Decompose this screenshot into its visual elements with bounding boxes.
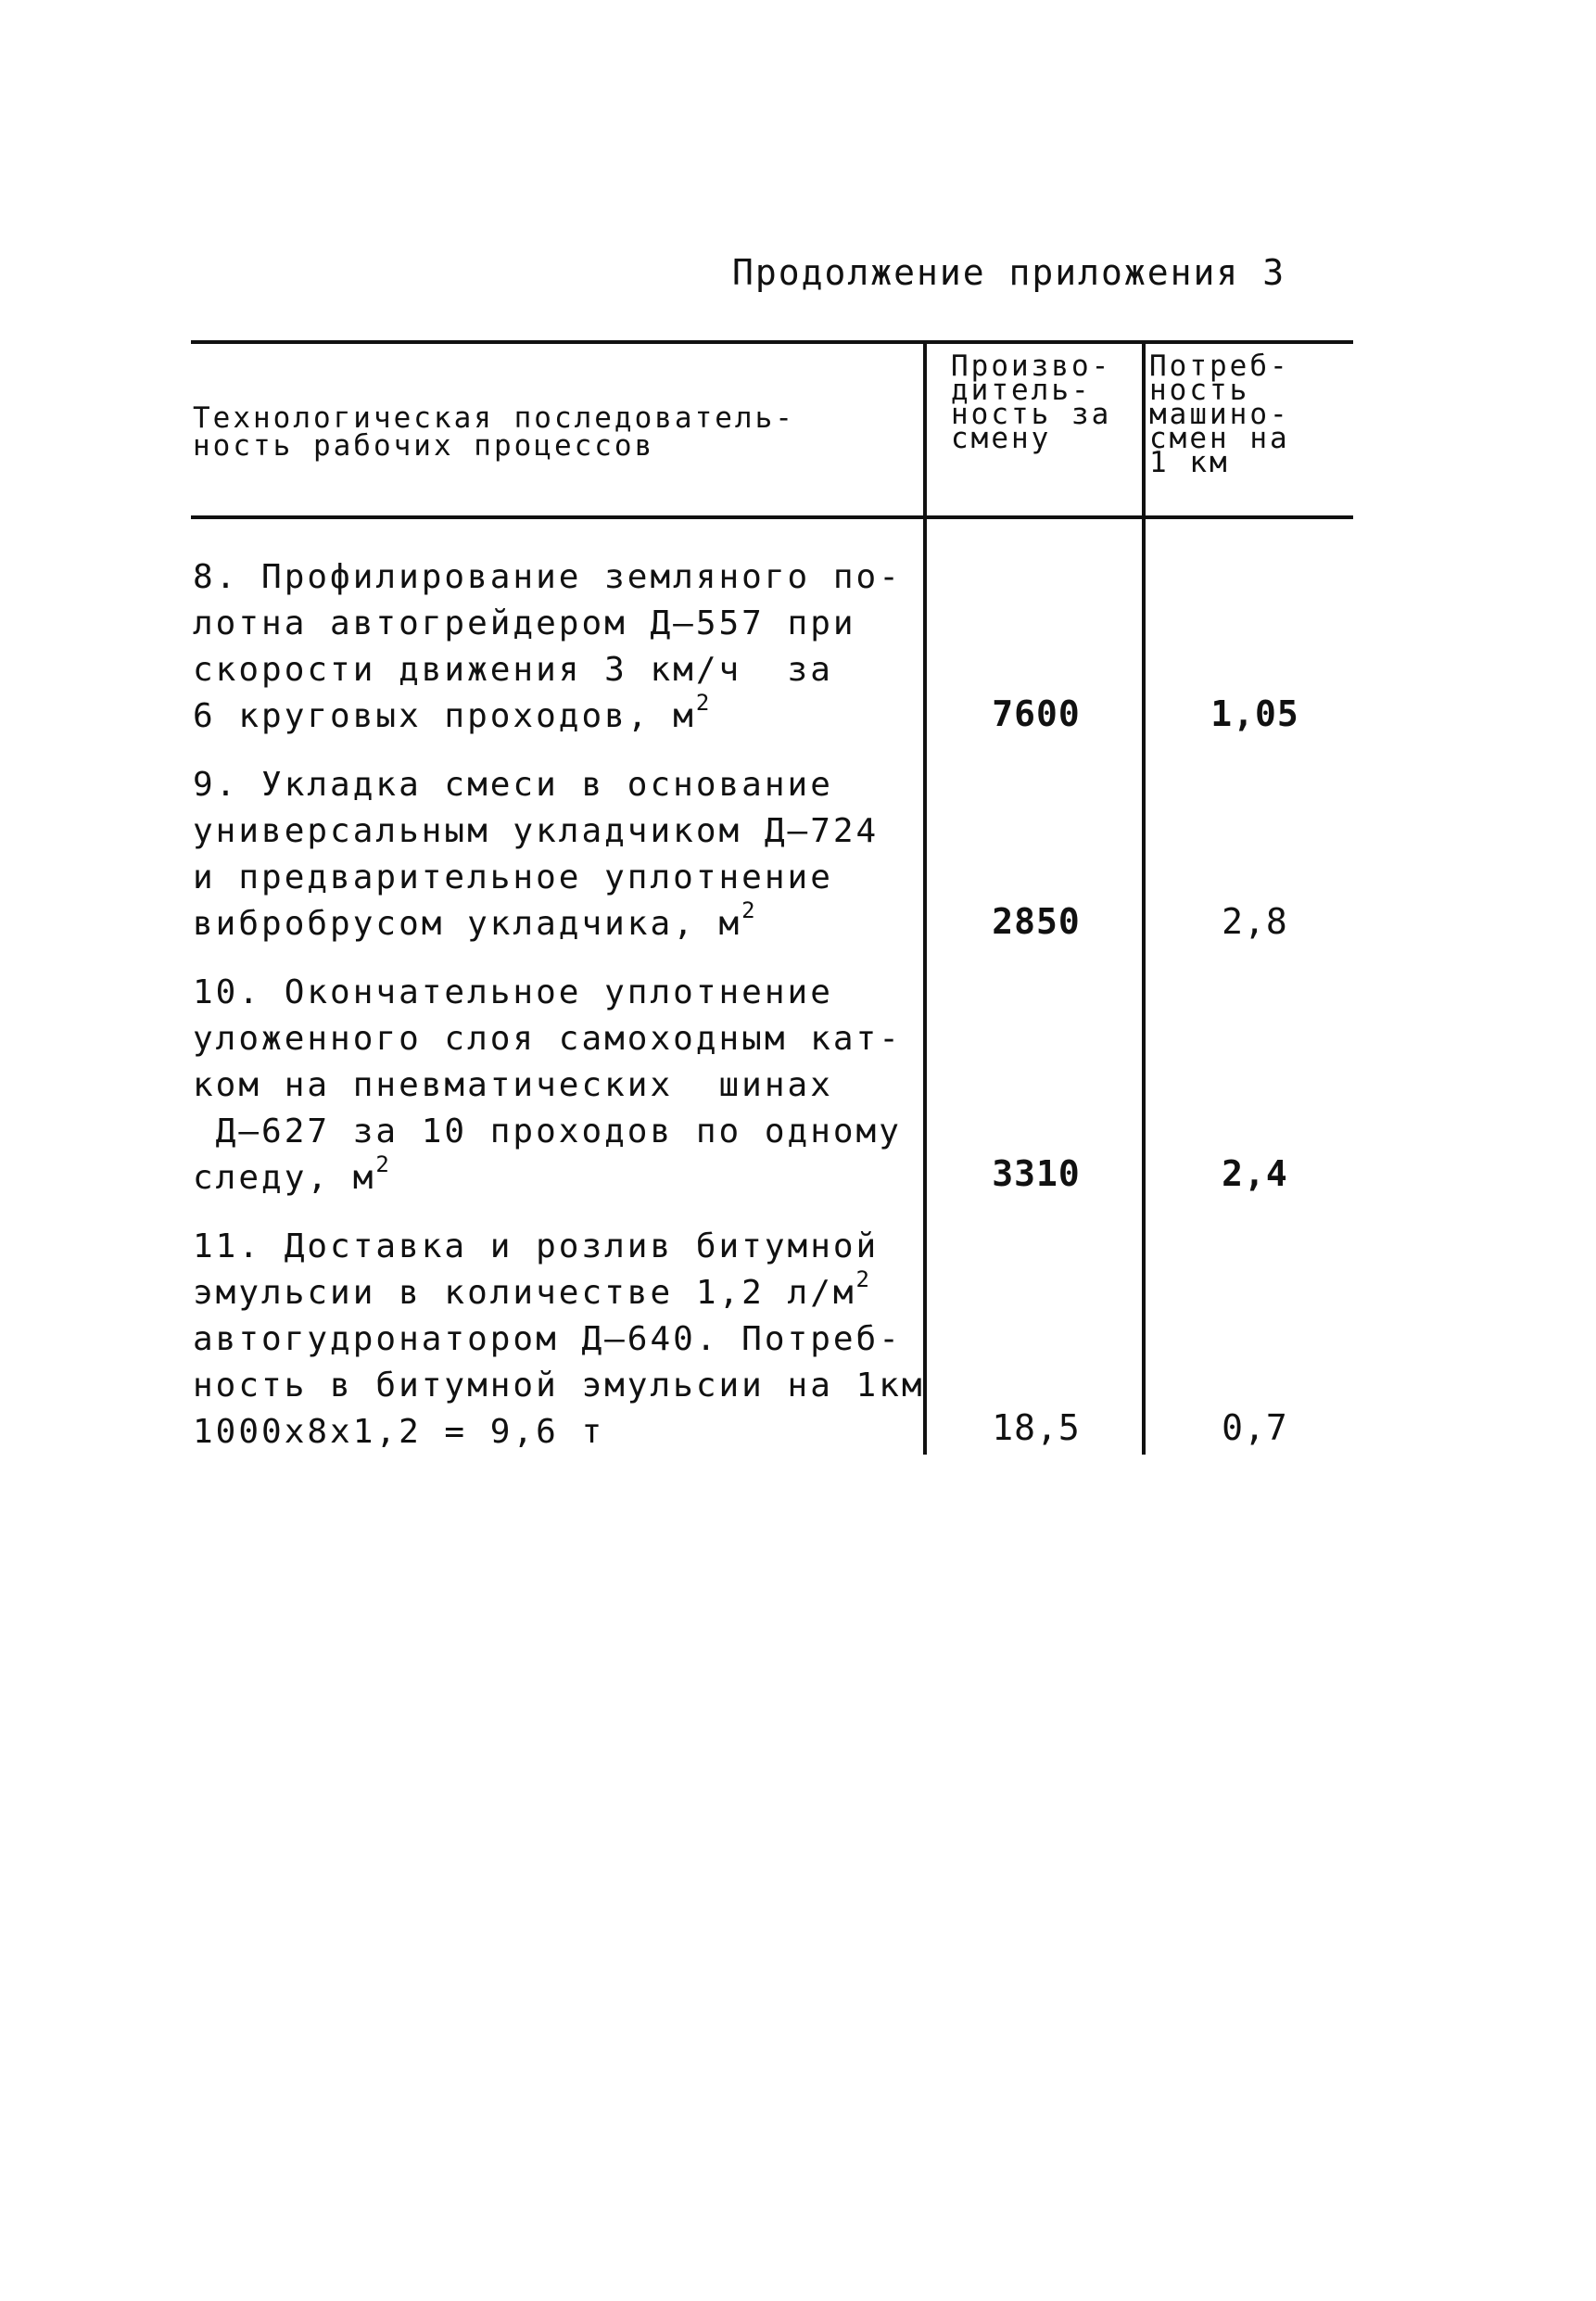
row-11-unit-superscript: 2 xyxy=(855,1266,872,1292)
row-10-productivity: 3310 xyxy=(992,1153,1081,1194)
row-11-line-3: автогудронатором Д–640. Потреб- xyxy=(193,1320,902,1358)
row-9-productivity: 2850 xyxy=(992,901,1081,942)
row-10-line-5: следу, м xyxy=(193,1159,376,1197)
table-row-11-operation xyxy=(193,1224,925,1456)
row-8-productivity: 7600 xyxy=(992,693,1081,734)
row-8-line-4: 6 круговых проходов, м xyxy=(193,697,696,735)
row-9-unit-superscript: 2 xyxy=(741,897,758,923)
table-row-9-operation xyxy=(193,762,916,947)
row-10-line-4: Д–627 за 10 проходов по одному xyxy=(193,1112,902,1150)
row-11-line-4: ность в битумной эмульсии на 1км xyxy=(193,1367,925,1405)
row-11-line-1: 11. Доставка и розлив битумной xyxy=(193,1227,880,1265)
table-row-8-operation xyxy=(193,554,916,740)
row-11-line-2: эмульсии в количестве 1,2 л/м xyxy=(193,1274,856,1312)
row-10-line-3: ком на пневматических шинах xyxy=(193,1066,833,1104)
row-10-unit-superscript: 2 xyxy=(375,1151,392,1177)
table-row-10-operation xyxy=(193,970,916,1201)
column-divider-2 xyxy=(1142,340,1146,1455)
row-9-demand: 2,8 xyxy=(1222,901,1288,942)
row-10-demand: 2,4 xyxy=(1222,1153,1288,1194)
row-9-line-3: и предварительное уплотнение xyxy=(193,858,833,896)
row-8-line-1: 8. Профилирование земляного по- xyxy=(193,558,902,596)
header-demand: Потреб- ность машино- смен на 1 км xyxy=(1149,350,1290,479)
row-9-line-2: универсальным укладчиком Д–724 xyxy=(193,812,880,850)
row-9-line-1: 9. Укладка смеси в основание xyxy=(193,766,833,804)
table-top-rule xyxy=(191,340,1353,344)
appendix-heading: Продолжение приложения 3 xyxy=(732,252,1286,293)
row-9-line-4: вибробрусом укладчика, м xyxy=(193,905,742,943)
row-11-line-5: 1000x8x1,2 = 9,6 т xyxy=(193,1413,605,1451)
header-productivity: Произво- дитель- ность за смену xyxy=(951,350,1112,455)
table-header-rule xyxy=(191,515,1353,519)
row-8-demand: 1,05 xyxy=(1210,693,1299,734)
row-10-line-2: уложенного слоя самоходным кат- xyxy=(193,1020,902,1058)
column-divider-1 xyxy=(923,340,927,1455)
row-8-line-3: скорости движения 3 км/ч за xyxy=(193,651,833,689)
row-11-productivity: 18,5 xyxy=(992,1407,1081,1448)
row-8-line-2: лотна автогрейдером Д–557 при xyxy=(193,604,856,642)
row-8-unit-superscript: 2 xyxy=(695,690,713,716)
row-10-line-1: 10. Окончательное уплотнение xyxy=(193,973,833,1011)
header-process: Технологическая последователь- ность рабочих процессов xyxy=(193,401,795,463)
row-11-demand: 0,7 xyxy=(1222,1407,1288,1448)
